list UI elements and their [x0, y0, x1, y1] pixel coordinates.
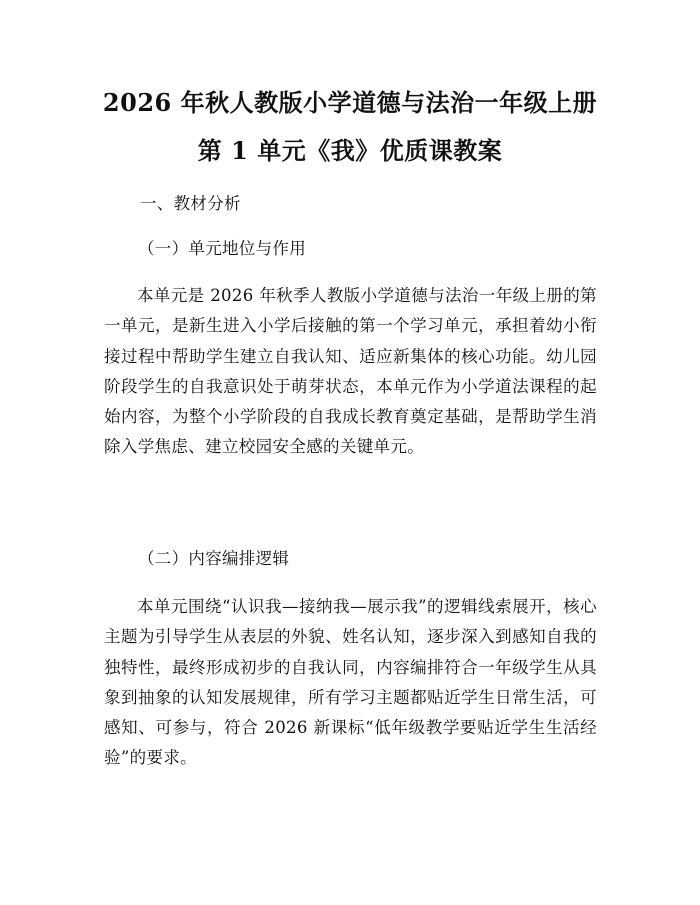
paragraph-unit-role: 本单元是 2026 年秋季人教版小学道德与法治一年级上册的第一单元，是新生进入小学后接触的第一个学习单元，承担着幼小衔接过程中帮助学生建立自我认知、适应新集体的核心功能。幼儿园阶段学生的自我意识处于萌芽状态，本单元作为小学道法课程的起始内容，为整个小学阶段的自我成长教育奠定基础，是帮助学生消除入学焦虑、建立校园安全感的关键单元。	[104, 286, 597, 457]
document-title-line-2: 第 1 单元《我》优质课教案	[197, 136, 503, 165]
subsection-heading-unit-role: （一）单元地位与作用	[138, 239, 306, 258]
section-heading-textbook-analysis: 一、教材分析	[140, 194, 241, 213]
subsection-heading-content-logic: （二）内容编排逻辑	[138, 549, 290, 568]
document-title-line-1: 2026 年秋人教版小学道德与法治一年级上册	[102, 88, 598, 117]
paragraph-content-logic: 本单元围绕“认识我—接纳我—展示我”的逻辑线索展开，核心主题为引导学生从表层的外貌、姓名认知，逐步深入到感知自我的独特性，最终形成初步的自我认同，内容编排符合一年级学生从具象到抽象的认知发展规律，所有学习主题都贴近学生日常生活，可感知、可参与，符合 2026 新课标“低年级教学要贴近学生生活经验”的要求。	[104, 597, 597, 768]
